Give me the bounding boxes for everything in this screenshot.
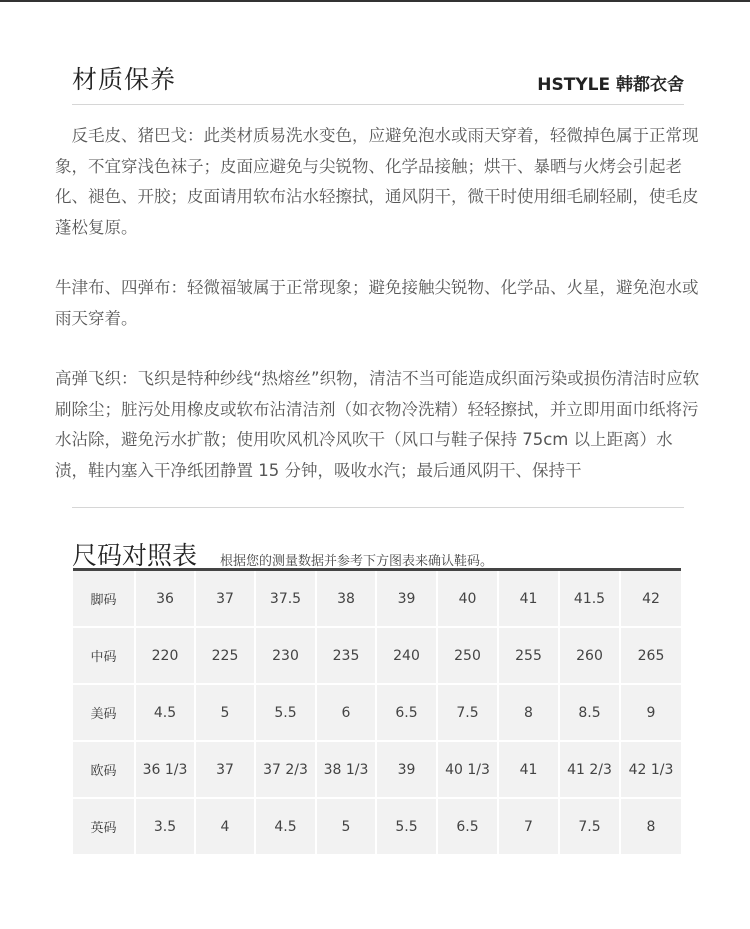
- table-cell: 265: [620, 627, 681, 684]
- table-cell: 5.5: [255, 684, 316, 741]
- row-label-cn-size: 中码: [73, 627, 135, 684]
- table-cell: 6.5: [437, 798, 498, 855]
- care-instructions: [55, 121, 700, 485]
- table-cell: 8: [498, 684, 559, 741]
- table-cell: 6.5: [376, 684, 437, 741]
- table-cell: 7.5: [437, 684, 498, 741]
- table-cell: 5: [195, 684, 255, 741]
- table-cell: 40 1/3: [437, 741, 498, 798]
- table-cell: 220: [135, 627, 195, 684]
- table-row: [73, 741, 681, 798]
- table-cell: 240: [376, 627, 437, 684]
- table-cell: 37 2/3: [255, 741, 316, 798]
- table-cell: 38 1/3: [316, 741, 376, 798]
- table-row: [73, 627, 681, 684]
- table-row: [73, 684, 681, 741]
- care-title: 材质保养: [72, 65, 177, 94]
- table-cell: 39: [376, 570, 437, 628]
- row-label-eu-size: 欧码: [73, 741, 135, 798]
- table-cell: 250: [437, 627, 498, 684]
- care-paragraph-fur: 反毛皮、猪巴戈：此类材质易洗水变色，应避免泡水或雨天穿着，轻微掉色属于正常现象，不宜穿浅色袜子；皮面应避免与尖锐物、化学品接触；烘干、暴晒与火烤会引起老化、褪色、开胶；皮面请用软布沾水轻擦拭，通风阴干，微干时使用细毛刷轻刷，使毛皮蓬松复原。: [55, 126, 699, 237]
- care-divider: [72, 104, 684, 105]
- table-row: [73, 570, 681, 628]
- table-row: [73, 798, 681, 855]
- section-divider: [72, 507, 684, 508]
- table-cell: 9: [620, 684, 681, 741]
- table-cell: 8: [620, 798, 681, 855]
- table-cell: 4.5: [135, 684, 195, 741]
- table-cell: 40: [437, 570, 498, 628]
- table-cell: 260: [559, 627, 620, 684]
- table-cell: 225: [195, 627, 255, 684]
- table-cell: 255: [498, 627, 559, 684]
- table-cell: 230: [255, 627, 316, 684]
- table-cell: 6: [316, 684, 376, 741]
- table-cell: 235: [316, 627, 376, 684]
- table-cell: 37: [195, 741, 255, 798]
- table-cell: 36 1/3: [135, 741, 195, 798]
- table-cell: 36: [135, 570, 195, 628]
- care-header: [72, 60, 684, 104]
- row-label-us-size: 美码: [73, 684, 135, 741]
- care-paragraph-oxford: 牛津布、四弹布：轻微福皱属于正常现象；避免接触尖锐物、化学品、火星，避免泡水或雨天穿着。: [55, 278, 699, 328]
- table-cell: 5: [316, 798, 376, 855]
- table-cell: 37: [195, 570, 255, 628]
- table-cell: 39: [376, 741, 437, 798]
- brand-name: HSTYLE 韩都衣舍: [537, 75, 684, 95]
- table-cell: 38: [316, 570, 376, 628]
- table-cell: 5.5: [376, 798, 437, 855]
- care-paragraph-knit: 高弹飞织：飞织是特种纱线“热熔丝”织物，清洁不当可能造成织面污染或损伤清洁时应软刷除尘；脏污处用橡皮或软布沾清洁剂（如衣物冷洗精）轻轻擦拭，并立即用面巾纸将污水沾除，避免污水扩散；使用吹风机冷风吹干（风口与鞋子保持 75cm 以上距离）水渍，鞋内塞入干净纸团静置 15 分钟，吸收水汽；最后通风阴干、保持干: [55, 369, 700, 480]
- size-chart-subtitle: 根据您的测量数据并参考下方图表来确认鞋码。: [220, 554, 494, 569]
- table-cell: 41.5: [559, 570, 620, 628]
- table-cell: 4: [195, 798, 255, 855]
- table-cell: 8.5: [559, 684, 620, 741]
- size-chart-title: 尺码对照表: [72, 541, 198, 570]
- size-table: [73, 568, 681, 856]
- row-label-uk-size: 英码: [73, 798, 135, 855]
- table-cell: 42 1/3: [620, 741, 681, 798]
- table-cell: 41: [498, 741, 559, 798]
- table-cell: 3.5: [135, 798, 195, 855]
- table-cell: 7.5: [559, 798, 620, 855]
- table-cell: 7: [498, 798, 559, 855]
- table-cell: 42: [620, 570, 681, 628]
- top-border: [0, 0, 750, 2]
- row-label-foot-size: 脚码: [73, 570, 135, 628]
- table-cell: 37.5: [255, 570, 316, 628]
- table-cell: 4.5: [255, 798, 316, 855]
- table-cell: 41: [498, 570, 559, 628]
- table-cell: 41 2/3: [559, 741, 620, 798]
